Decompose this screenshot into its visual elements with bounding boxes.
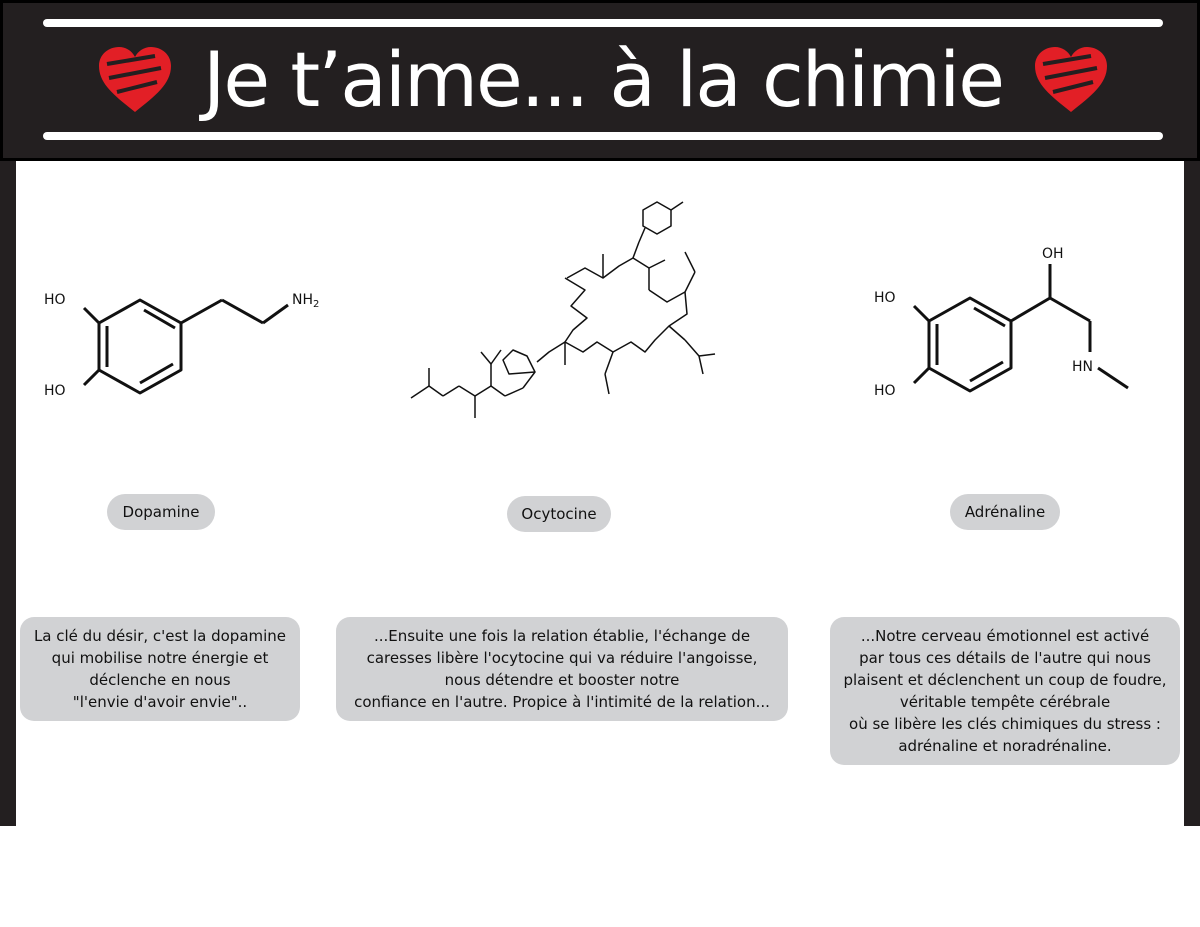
adrenaline-ho-bottom: HO xyxy=(874,383,896,399)
left-border xyxy=(0,161,16,826)
ocytocine-description: ...Ensuite une fois la relation établie, l'échange de caresses libère l'ocytocine qui va réduire l'angoisse, nous détendre et booster notre confiance en l'autre. Propice à l'intimité de la relation... xyxy=(336,617,788,721)
dopamine-label: Dopamine xyxy=(107,494,215,530)
right-border xyxy=(1184,161,1200,826)
adrenaline-ho-top: HO xyxy=(874,290,896,306)
dopamine-ho-top: HO xyxy=(44,292,66,308)
ocytocine-label: Ocytocine xyxy=(507,496,611,532)
dopamine-ho-bottom: HO xyxy=(44,383,66,399)
ocytocine-structure xyxy=(395,180,735,420)
adrenaline-structure xyxy=(860,240,1150,410)
heart-icon-left xyxy=(95,44,175,116)
page-title: Je t’aime... à la chimie xyxy=(203,35,1003,124)
heart-icon-right xyxy=(1031,44,1111,116)
adrenaline-description: ...Notre cerveau émotionnel est activé par tous ces détails de l'autre qui nous plaisent et déclenchent un coup de foudre, véritable tempête cérébrale où se libère les clés chimiques du stress : adrénaline et noradrénaline. xyxy=(830,617,1180,765)
title-row xyxy=(3,25,1200,135)
dopamine-structure xyxy=(30,260,340,410)
dopamine-nh2: $NH_2$ xyxy=(292,292,320,310)
adrenaline-oh: OH xyxy=(1042,246,1064,262)
adrenaline-label: Adrénaline xyxy=(950,494,1060,530)
header-banner xyxy=(0,0,1200,161)
adrenaline-hn: HN xyxy=(1072,359,1093,375)
dopamine-description: La clé du désir, c'est la dopamine qui mobilise notre énergie et déclenche en nous "l'envie d'avoir envie".. xyxy=(20,617,300,721)
